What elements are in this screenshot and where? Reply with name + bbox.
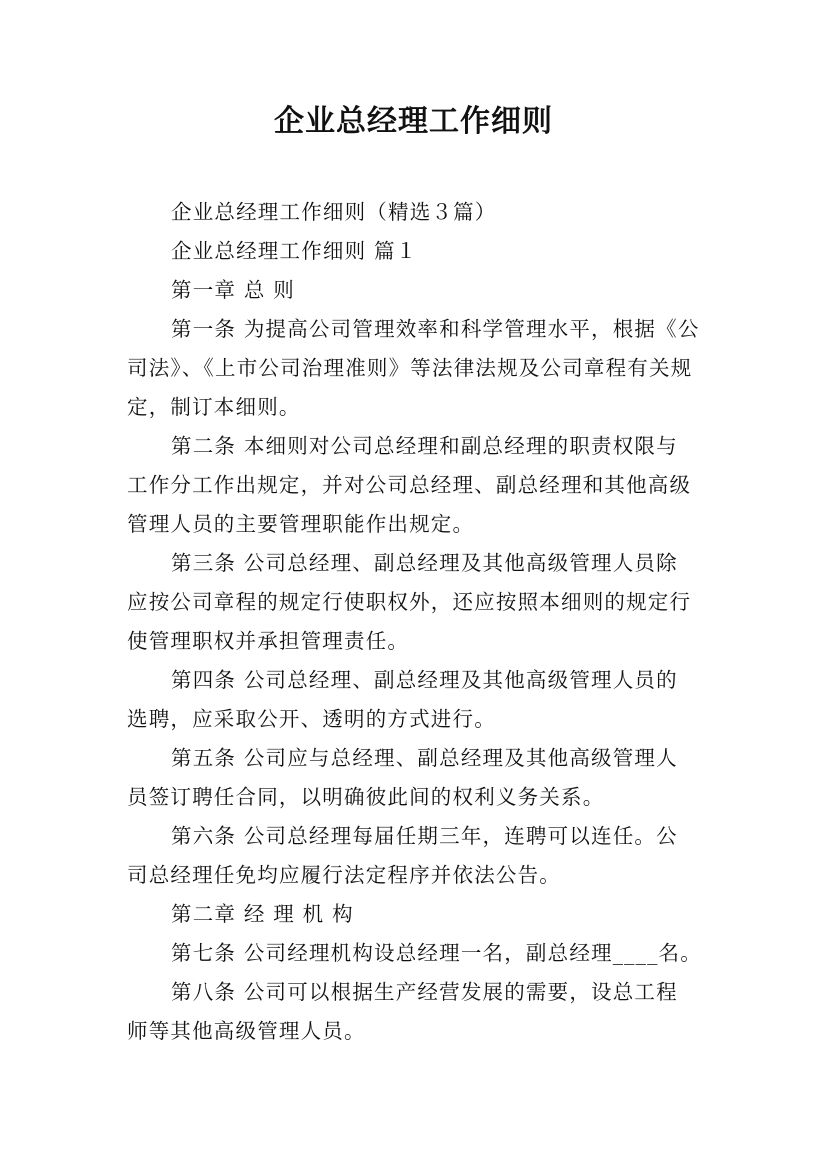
- text-line: 司法》、《上市公司治理准则》等法律法规及公司章程有关规: [127, 356, 693, 380]
- article-paragraph: [127, 661, 705, 739]
- text-line: 第六条 公司总经理每届任期三年，连聘可以连任。公: [171, 824, 678, 848]
- text-line: 员签订聘任合同，以明确彼此间的权利义务关系。: [127, 785, 605, 809]
- text-line: 第四条 公司总经理、副总经理及其他高级管理人员的: [171, 668, 678, 692]
- chapter-heading: [127, 895, 705, 934]
- paragraph: [127, 193, 705, 232]
- text-line: 第一条 为提高公司管理效率和科学管理水平，根据《公: [171, 317, 700, 341]
- text-line: 企业总经理工作细则（精选３篇）: [171, 200, 497, 224]
- article-paragraph: [127, 739, 705, 817]
- chapter-heading: [127, 271, 705, 310]
- text-line: 第二条 本细则对公司总经理和副总经理的职责权限与: [171, 434, 678, 458]
- article-paragraph: [127, 544, 705, 661]
- text-line: 师等其他高级管理人员。: [127, 1019, 366, 1043]
- text-line: 第三条 公司总经理、副总经理及其他高级管理人员除: [171, 551, 678, 575]
- text-line: 第五条 公司应与总经理、副总经理及其他高级管理人: [171, 746, 678, 770]
- text-line: 选聘，应采取公开、透明的方式进行。: [127, 707, 496, 731]
- article-paragraph: [127, 310, 705, 427]
- text-line: 司总经理任免均应履行法定程序并依法公告。: [127, 863, 561, 887]
- text-line: 定，制订本细则。: [127, 395, 301, 419]
- article-paragraph: [127, 427, 705, 544]
- article-paragraph: [127, 934, 705, 973]
- text-line: 应按公司章程的规定行使职权外，还应按照本细则的规定行: [127, 590, 692, 614]
- paragraph: [127, 232, 705, 271]
- article-paragraph: [127, 973, 705, 1051]
- document-title: 企业总经理工作细则: [274, 104, 553, 139]
- text-line: 管理人员的主要管理职能作出规定。: [127, 512, 475, 536]
- text-line: 使管理职权并承担管理责任。: [127, 629, 410, 653]
- text-line: 工作分工作出规定，并对公司总经理、副总经理和其他高级: [127, 473, 692, 497]
- text-line: 第八条 公司可以根据生产经营发展的需要，设总工程: [171, 980, 678, 1004]
- text-line: 第一章 总 则: [171, 278, 295, 302]
- text-line: 企业总经理工作细则 篇１: [171, 239, 418, 263]
- document-body: [127, 193, 705, 1051]
- text-line: 第七条 公司经理机构设总经理一名，副总经理____名。: [171, 941, 702, 965]
- text-line: 第二章 经 理 机 构: [171, 902, 354, 926]
- article-paragraph: [127, 817, 705, 895]
